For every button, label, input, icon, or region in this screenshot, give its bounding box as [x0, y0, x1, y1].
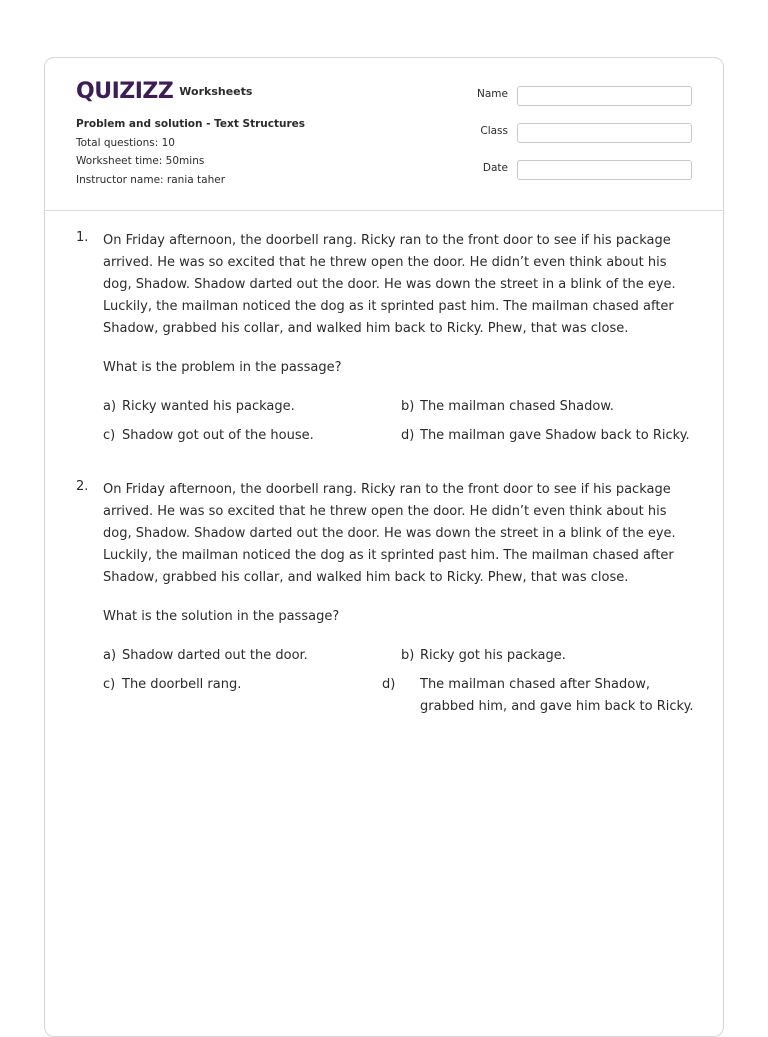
- option-letter: a): [103, 648, 117, 663]
- option-text: Shadow got out of the house.: [122, 428, 314, 443]
- question-prompt: What is the problem in the passage?: [103, 360, 342, 375]
- worksheet-header: [45, 58, 723, 211]
- option-letter: c): [103, 428, 116, 443]
- date-label: Date: [482, 162, 508, 174]
- worksheet-meta: [76, 115, 305, 189]
- question-number: 2.: [76, 479, 89, 494]
- question-passage: On Friday afternoon, the doorbell rang. Ricky ran to the front door to see if his package arrived. He was so excited that he threw open the door. He didn’t even think about his dog, Shadow. Shadow darted out the door. He was down the street in a blink of the eye. Luckily, the mailman noticed the dog as it sprinted past him. The mailman chased after Shadow, grabbed his collar, and walked him back to Ricky. Phew, that was close.: [103, 233, 676, 336]
- name-field[interactable]: [517, 86, 692, 106]
- option-text: Ricky wanted his package.: [122, 399, 295, 414]
- option-c[interactable]: [103, 674, 241, 696]
- question-passage: On Friday afternoon, the doorbell rang. Ricky ran to the front door to see if his package arrived. He was so excited that he threw open the door. He didn’t even think about his dog, Shadow. Shadow darted out the door. He was down the street in a blink of the eye. Luckily, the mailman noticed the dog as it sprinted past him. The mailman chased after Shadow, grabbed his collar, and walked him back to Ricky. Phew, that was close.: [103, 482, 676, 585]
- brand-wordmark: QUIZIZZ: [76, 79, 174, 104]
- option-letter: b): [401, 648, 415, 663]
- option-a[interactable]: [103, 645, 308, 667]
- option-letter: d): [401, 428, 415, 443]
- worksheet-time: Worksheet time: 50mins: [76, 155, 205, 167]
- option-letter: a): [103, 399, 117, 414]
- option-text: The doorbell rang.: [122, 677, 242, 692]
- option-text: The mailman gave Shadow back to Ricky.: [420, 428, 690, 443]
- date-field[interactable]: [517, 160, 692, 180]
- option-text: Ricky got his package.: [420, 648, 566, 663]
- worksheet-title: Problem and solution - Text Structures: [76, 118, 306, 130]
- option-d[interactable]: [382, 674, 700, 718]
- option-b[interactable]: [401, 645, 566, 667]
- name-label: Name: [477, 88, 508, 100]
- option-letter: c): [103, 677, 116, 692]
- option-c[interactable]: [103, 425, 314, 447]
- option-text: The mailman chased after Shadow, grabbed him, and gave him back to Ricky.: [420, 677, 694, 714]
- question-prompt: What is the solution in the passage?: [103, 609, 340, 624]
- worksheet-card: [44, 57, 724, 1037]
- option-letter: b): [401, 399, 415, 414]
- option-a[interactable]: [103, 396, 295, 418]
- option-text: The mailman chased Shadow.: [420, 399, 614, 414]
- option-letter: d): [382, 677, 396, 692]
- total-questions: Total questions: 10: [76, 136, 175, 149]
- option-d[interactable]: [401, 425, 690, 447]
- instructor-name: Instructor name: rania taher: [76, 173, 226, 186]
- class-field[interactable]: [517, 123, 692, 143]
- question-number: 1.: [76, 230, 89, 245]
- product-label: Worksheets: [179, 85, 253, 98]
- option-text: Shadow darted out the door.: [122, 648, 308, 663]
- option-b[interactable]: [401, 396, 614, 418]
- class-label: Class: [480, 125, 508, 137]
- quizizz-logo: [76, 78, 252, 106]
